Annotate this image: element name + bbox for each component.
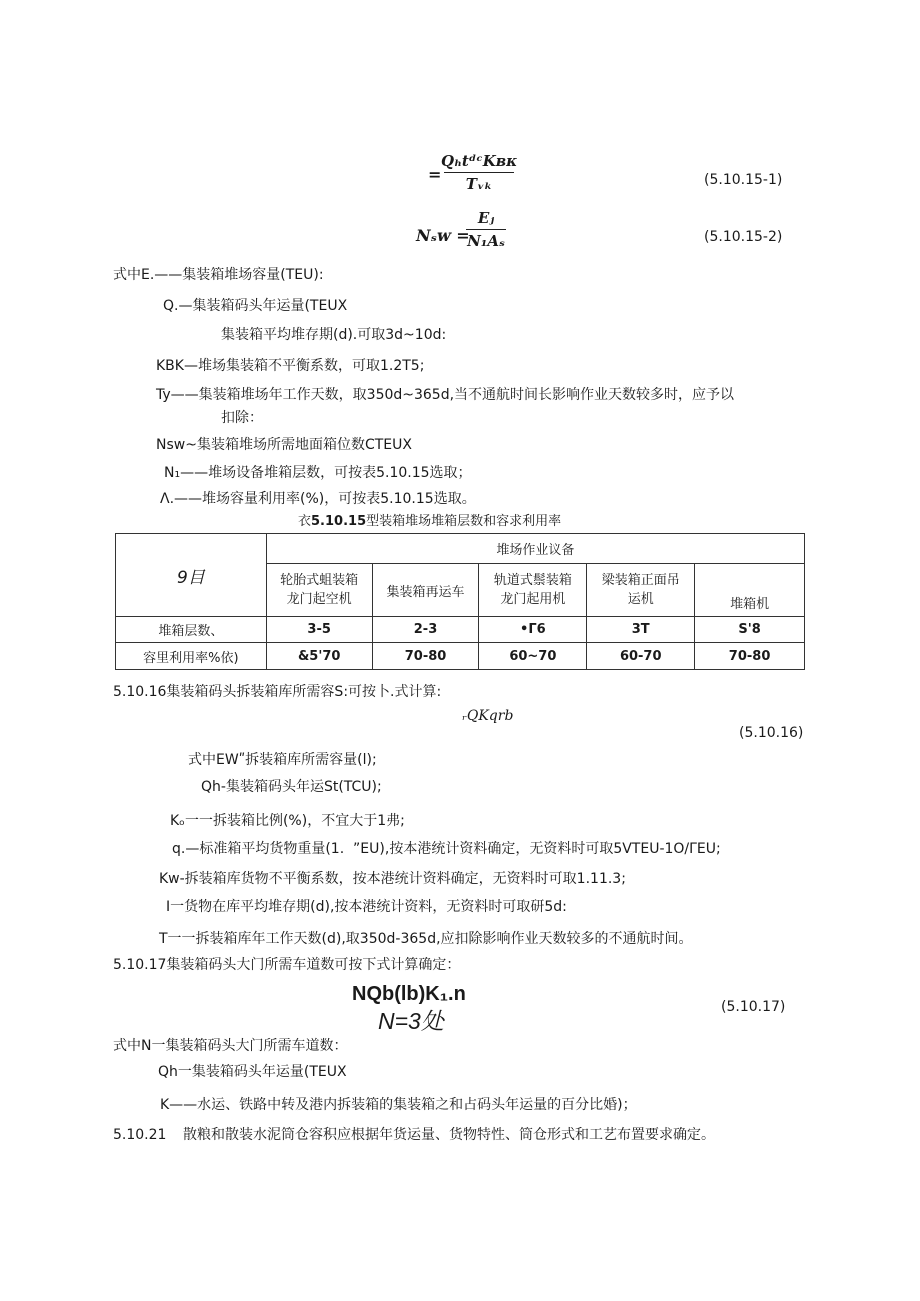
sec21-text: 散粮和散装水泥筒仓容积应根据年货运量、货物特性、筒仓形式和工艺布置要求确定。 xyxy=(183,1127,715,1143)
table-cell: 60-70 xyxy=(587,643,695,670)
eq2-lhs: Nₛᴡ = xyxy=(416,226,470,245)
table-column-header: 梁装箱正面吊 运机 xyxy=(587,564,695,617)
eq1-numerator: QₕtᵈᶜKʙᴋ xyxy=(441,152,517,170)
eq1-equals: = xyxy=(428,165,442,184)
table-column-header: 轮胎式蛆装箱 龙门起空机 xyxy=(266,564,372,617)
table-column-header: 堆箱机 xyxy=(695,564,805,617)
table-row-label: 容里利用率%依) xyxy=(116,643,267,670)
sec17-formula-top: NQb(lb)K₁.n xyxy=(352,983,466,1005)
table-caption-prefix: 衣 xyxy=(298,514,312,529)
eq2-fraction xyxy=(466,209,506,250)
table-corner-cell: 9目 xyxy=(116,534,267,617)
sec16-formula: ᵣQKqrb xyxy=(462,708,514,724)
section-heading: 5.10.17集装箱码头大门所需车道数可按下式计算确定： xyxy=(113,957,461,973)
table-caption xyxy=(298,510,561,529)
table-cell: 70-80 xyxy=(372,643,479,670)
table-group-header: 堆场作业议备 xyxy=(266,534,804,564)
table-cell: &5'70 xyxy=(266,643,372,670)
eq1-fraction-bar xyxy=(444,172,514,173)
table-caption-number: 5.10.15 xyxy=(311,514,367,529)
table-cell: 70-80 xyxy=(695,643,805,670)
eq2-fraction-bar xyxy=(466,229,506,230)
table-cell: 2-3 xyxy=(372,617,479,643)
table-row xyxy=(116,617,805,643)
table-cell: •Γ6 xyxy=(479,617,587,643)
def-line: 式中N一集装箱码头大门所需车道数： xyxy=(113,1038,348,1054)
table-row-label: 堆箱层数、 xyxy=(116,617,267,643)
def-line: Ty——集装箱堆场年工作天数，取350d~365d,当不通航时间长影响作业天数较多时，应予以 xyxy=(156,387,735,403)
def-line: KBK—堆场集装箱不平衡系数，可取1.2T5; xyxy=(156,358,425,374)
def-line: Q.—集装箱码头年运量(TEUX xyxy=(163,298,348,314)
def-line: Qh一集装箱码头年运量(TEUX xyxy=(158,1064,347,1080)
def-line: 式中EWʺ拆装箱库所需容量(l); xyxy=(188,752,377,768)
def-line: T一一拆装箱库年工作天数(d),取350d-365d,应扣除影响作业天数较多的不通航时间。 xyxy=(159,931,693,947)
def-line: K——水运、铁路中转及港内拆装箱的集装箱之和占码头年运量的百分比婚)； xyxy=(160,1097,637,1113)
table-column-header: 轨道式鬃装箱 龙门起用机 xyxy=(479,564,587,617)
eq1-fraction xyxy=(441,152,517,193)
table-cell: S'8 xyxy=(695,617,805,643)
eq2-denominator: N₁Aₛ xyxy=(467,232,505,250)
table-cell: 3-5 xyxy=(266,617,372,643)
table-row xyxy=(116,643,805,670)
def-line: 式中E.——集装箱堆场容量(TEU): xyxy=(113,267,324,283)
def-line: Kw-拆装箱库货物不平衡系数，按本港统计资料确定，无资料时可取1.11.3; xyxy=(159,871,626,887)
eq1-denominator: Tᵥₖ xyxy=(465,175,493,193)
table-cell: 3T xyxy=(587,617,695,643)
data-table xyxy=(115,533,805,670)
sec17-number: (5.10.17) xyxy=(721,999,786,1015)
section-heading: 5.10.16集装箱码头拆装箱库所需容S:可按卜.式计算: xyxy=(113,684,442,700)
eq1-number: (5.10.15-1) xyxy=(704,172,783,188)
sec16-number: (5.10.16) xyxy=(739,725,804,741)
def-line: N₁——堆场设备堆箱层数，可按表5.10.15选取； xyxy=(164,465,472,481)
table-column-header: 集装箱再运车 xyxy=(372,564,479,617)
def-line: Λ.——堆场容量利用率(%)，可按表5.10.15选取。 xyxy=(160,491,476,507)
sec21-number: 5.10.21 xyxy=(113,1127,167,1143)
table-cell: 60~70 xyxy=(479,643,587,670)
def-line: Kₒ一一拆装箱比例(%)，不宜大于1弗; xyxy=(170,813,405,829)
def-line: Nsw~集装箱堆场所需地面箱位数CTEUX xyxy=(156,437,412,453)
eq2-number: (5.10.15-2) xyxy=(704,229,783,245)
def-line: 集装箱平均堆存期(d).可取3d~10d: xyxy=(221,327,447,343)
def-line: Qh-集装箱码头年运St(TCU); xyxy=(201,779,382,795)
def-line: 扣除： xyxy=(221,410,263,426)
def-line: I一货物在库平均堆存期(d),按本港统计资料，无资料时可取研5d: xyxy=(166,899,567,915)
def-line: q.—标准箱平均货物重量(1. ”EU),按本港统计资料确定，无资料时可取5VTEU-1O/ΓEU; xyxy=(172,841,721,857)
sec17-formula-bottom: N=3处 xyxy=(378,1008,444,1034)
table-caption-text: 型装箱堆场堆箱层数和容求利用率 xyxy=(366,514,562,529)
eq2-numerator: Eⱼ xyxy=(477,209,495,227)
